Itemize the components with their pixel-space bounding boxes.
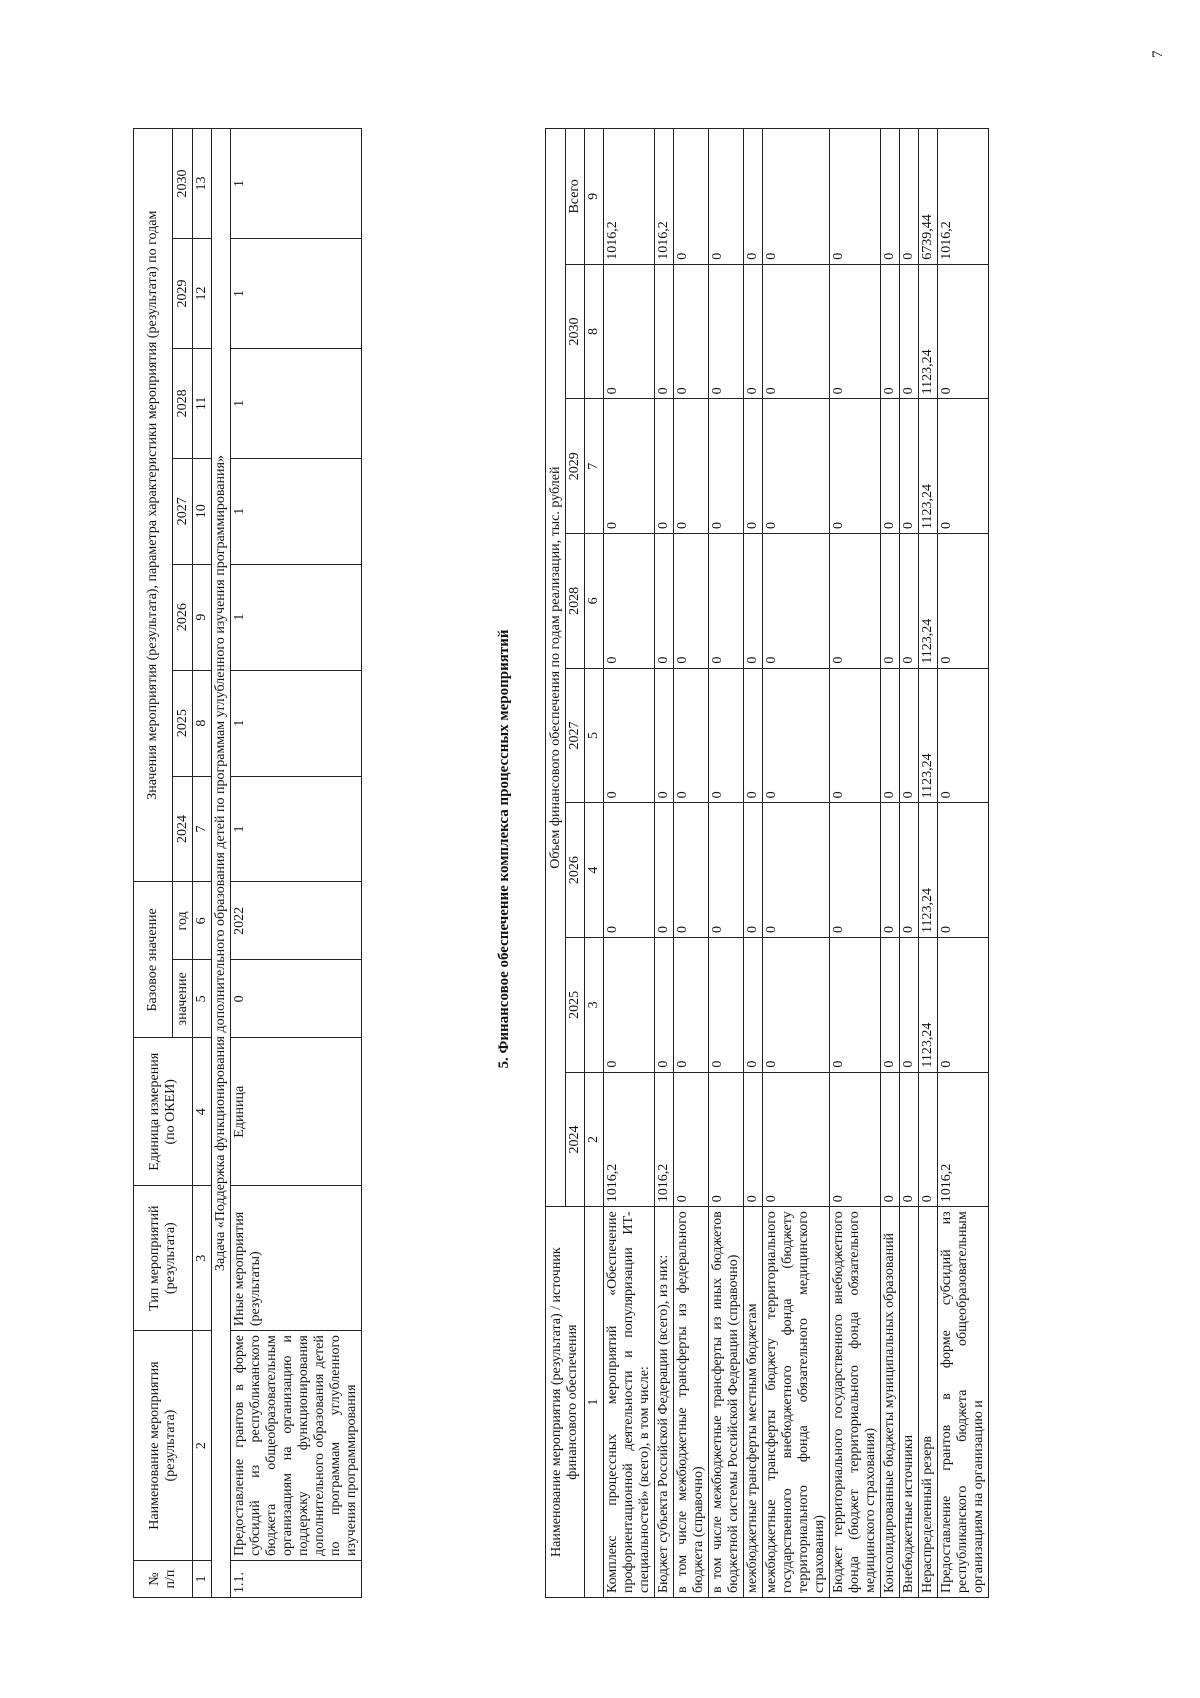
col-number: 7 [193, 776, 212, 882]
year-value-cell: 0 [604, 803, 655, 938]
year-value-cell: 0 [881, 937, 900, 1072]
year-value-cell: 1123,24 [919, 937, 938, 1072]
col-number: 1 [193, 1561, 212, 1598]
row-type: Иные мероприятия (результаты) [231, 1186, 362, 1331]
year-value-cell: 1123,24 [919, 399, 938, 534]
source-name: Консолидированные бюджеты муниципальных образований [881, 1207, 900, 1598]
year-value-cell: 0 [604, 264, 655, 399]
year-value-cell: 0 [900, 668, 919, 803]
header-year: 2024 [173, 776, 193, 882]
year-value-cell: 0 [900, 399, 919, 534]
source-name: Бюджет субъекта Российской Федерации (всего), из них: [655, 1207, 674, 1598]
year-value-cell: 0 [674, 803, 709, 938]
year-value-cell: 0 [674, 264, 709, 399]
year-value-cell: 0 [830, 534, 881, 669]
year-value-cell: 0 [744, 937, 763, 1072]
year-value-cell: 1016,2 [938, 1072, 989, 1207]
table-row [938, 129, 989, 1598]
table-row [744, 129, 763, 1598]
header-year: 2027 [173, 458, 193, 564]
year-value-cell: 0 [881, 803, 900, 938]
total-cell: 0 [744, 129, 763, 265]
header-unit: Единица измерения (по ОКЕИ) [134, 1038, 193, 1186]
total-cell: 0 [881, 129, 900, 265]
table-row [881, 129, 900, 1598]
year-value-cell: 0 [763, 399, 830, 534]
year-value-cell: 0 [830, 399, 881, 534]
col-number: 1 [585, 1207, 604, 1598]
year-value-cell: 0 [881, 668, 900, 803]
year-value-cell: 0 [709, 399, 744, 534]
year-value-cell: 0 [881, 264, 900, 399]
col-number: 11 [193, 348, 212, 458]
col-number: 8 [585, 264, 604, 399]
table-row [604, 129, 655, 1598]
year-value-cell: 0 [938, 803, 989, 938]
row-value: 1 [231, 564, 362, 670]
total-cell: 0 [830, 129, 881, 265]
col-number: 5 [193, 960, 212, 1038]
column-number-row [193, 129, 212, 1598]
table-row [655, 129, 674, 1598]
total-cell: 1016,2 [655, 129, 674, 265]
year-value-cell: 0 [674, 534, 709, 669]
header-year: 2030 [173, 129, 193, 239]
header-base: Базовое значение [134, 882, 173, 1038]
total-cell: 0 [674, 129, 709, 265]
row-value: 1 [231, 238, 362, 348]
header-year: 2027 [566, 668, 585, 803]
header-year: 2025 [566, 937, 585, 1072]
source-name: межбюджетные трансферты бюджету территориального государственного внебюджетного фонда (бюджету территориального фонда обязательного медицинского страхования) [763, 1207, 830, 1598]
total-cell: 0 [900, 129, 919, 265]
source-name: Бюджет территориального государственного внебюджетного фонда (бюджет территориального фонда обязательного медицинского страхования) [830, 1207, 881, 1598]
results-table [133, 128, 362, 1598]
table-row [709, 129, 744, 1598]
year-value-cell: 0 [830, 264, 881, 399]
row-value: 1 [231, 458, 362, 564]
year-value-cell: 0 [881, 399, 900, 534]
row-value: 1 [231, 348, 362, 458]
year-value-cell: 0 [674, 937, 709, 1072]
year-value-cell: 0 [900, 937, 919, 1072]
col-number: 7 [585, 399, 604, 534]
year-value-cell: 1123,24 [919, 534, 938, 669]
page-number: 7 [1150, 50, 1166, 58]
source-name: Комплекс процессных мероприятий «Обеспечение профориентационной деятельности и популяризации ИТ-специальностей» (всего), в том числе: [604, 1207, 655, 1598]
year-value-cell: 0 [655, 803, 674, 938]
year-value-cell: 0 [919, 1072, 938, 1207]
year-value-cell: 0 [709, 1072, 744, 1207]
year-value-cell: 0 [938, 668, 989, 803]
column-number-row [585, 129, 604, 1598]
year-value-cell: 1016,2 [604, 1072, 655, 1207]
header-year: 2026 [566, 803, 585, 938]
row-num: 1.1. [231, 1561, 362, 1598]
col-number: 13 [193, 129, 212, 239]
header-name: Наименование мероприятия (результата) [134, 1331, 193, 1561]
year-value-cell: 0 [830, 1072, 881, 1207]
col-number: 5 [585, 668, 604, 803]
header-values: Значения мероприятия (результата), параметра характеристики мероприятия (результата) по годам [134, 129, 173, 882]
total-cell: 1016,2 [938, 129, 989, 265]
col-number: 9 [585, 129, 604, 265]
source-name: Внебюджетные источники [900, 1207, 919, 1598]
year-value-cell: 0 [763, 937, 830, 1072]
year-value-cell: 0 [763, 803, 830, 938]
financing-table [545, 128, 989, 1598]
year-value-cell: 0 [744, 534, 763, 669]
source-name: Нераспределенный резерв [919, 1207, 938, 1598]
year-value-cell: 1123,24 [919, 668, 938, 803]
year-value-cell: 0 [938, 264, 989, 399]
col-number: 10 [193, 458, 212, 564]
year-value-cell: 0 [938, 937, 989, 1072]
table-row [674, 129, 709, 1598]
year-value-cell: 1123,24 [919, 264, 938, 399]
year-value-cell: 0 [938, 534, 989, 669]
year-value-cell: 0 [709, 534, 744, 669]
row-value: 1 [231, 670, 362, 776]
year-value-cell: 0 [763, 534, 830, 669]
year-value-cell: 1123,24 [919, 803, 938, 938]
year-value-cell: 0 [709, 668, 744, 803]
col-number: 6 [193, 882, 212, 960]
year-value-cell: 0 [604, 937, 655, 1072]
year-value-cell: 0 [744, 668, 763, 803]
year-value-cell: 0 [655, 534, 674, 669]
year-value-cell: 0 [709, 803, 744, 938]
year-value-cell: 0 [744, 803, 763, 938]
header-year: 2029 [173, 238, 193, 348]
row-value: 1 [231, 129, 362, 239]
year-value-cell: 0 [763, 1072, 830, 1207]
financing-rows [604, 129, 989, 1598]
col-number: 8 [193, 670, 212, 776]
total-cell: 0 [763, 129, 830, 265]
year-value-cell: 0 [744, 1072, 763, 1207]
table-row [763, 129, 830, 1598]
year-value-cell: 0 [604, 534, 655, 669]
col-number: 2 [585, 1072, 604, 1207]
year-value-cell: 0 [830, 937, 881, 1072]
year-value-cell: 0 [744, 264, 763, 399]
year-value-cell: 0 [655, 264, 674, 399]
row-unit: Единица [231, 1038, 362, 1186]
col-number: 12 [193, 238, 212, 348]
header-type: Тип мероприятий (результата) [134, 1186, 193, 1331]
total-cell: 6739,44 [919, 129, 938, 265]
year-value-cell: 0 [655, 937, 674, 1072]
header-total: Всего [566, 129, 585, 265]
col-number: 6 [585, 534, 604, 669]
row-value: 1 [231, 776, 362, 882]
total-cell: 1016,2 [604, 129, 655, 265]
year-value-cell: 0 [674, 399, 709, 534]
col-number: 4 [193, 1038, 212, 1186]
year-value-cell: 0 [938, 399, 989, 534]
year-value-cell: 0 [674, 668, 709, 803]
header-base-year: год [173, 882, 193, 960]
source-name: в том числе межбюджетные трансферты из федерального бюджета (справочно) [674, 1207, 709, 1598]
year-value-cell: 0 [763, 264, 830, 399]
header-year: 2030 [566, 264, 585, 399]
source-name: в том числе межбюджетные трансферты из иных бюджетов бюджетной системы Российской Федерации (справочно) [709, 1207, 744, 1598]
source-name: межбюджетные трансферты местным бюджетам [744, 1207, 763, 1598]
year-value-cell: 0 [900, 803, 919, 938]
year-value-cell: 0 [744, 399, 763, 534]
col-number: 3 [193, 1186, 212, 1331]
header-year: 2028 [173, 348, 193, 458]
year-value-cell: 0 [830, 803, 881, 938]
header-volume: Объем финансового обеспечения по годам реализации, тыс. рублей [546, 129, 566, 1207]
year-value-cell: 0 [881, 534, 900, 669]
year-value-cell: 1016,2 [655, 1072, 674, 1207]
year-value-cell: 0 [900, 534, 919, 669]
row-base-year: 2022 [231, 882, 362, 960]
table-row [231, 129, 362, 1598]
year-value-cell: 0 [709, 264, 744, 399]
header-base-value: значение [173, 960, 193, 1038]
year-value-cell: 0 [881, 1072, 900, 1207]
table-row [830, 129, 881, 1598]
total-cell: 0 [709, 129, 744, 265]
row-base-value: 0 [231, 960, 362, 1038]
header-year: 2025 [173, 670, 193, 776]
col-number: 2 [193, 1331, 212, 1561]
year-value-cell: 0 [763, 668, 830, 803]
task-row: Задача «Поддержка функционирования дополнительного образования детей по программам углубленного изучения программирования» [212, 129, 231, 1598]
year-value-cell: 0 [604, 399, 655, 534]
row-name: Предоставление грантов в форме субсидий из республиканского бюджета общеобразовательным организациям на организацию и поддержку функционирования дополнительного образования детей по программам углубленного изучения программирования [231, 1331, 362, 1561]
year-value-cell: 0 [830, 668, 881, 803]
year-value-cell: 0 [604, 668, 655, 803]
header-num: № п/п [134, 1561, 193, 1598]
header-year: 2026 [173, 564, 193, 670]
year-value-cell: 0 [655, 399, 674, 534]
header-year: 2028 [566, 534, 585, 669]
table-row [919, 129, 938, 1598]
header-year: 2024 [566, 1072, 585, 1207]
year-value-cell: 0 [900, 264, 919, 399]
source-name: Предоставление грантов в форме субсидий из республиканского бюджета общеобразовательным организациям на организацию и [938, 1207, 989, 1598]
table-row [900, 129, 919, 1598]
col-number: 4 [585, 803, 604, 938]
col-number: 3 [585, 937, 604, 1072]
header-name: Наименование мероприятия (результата) / источник финансового обеспечения [546, 1207, 585, 1598]
year-value-cell: 0 [709, 937, 744, 1072]
section-title: 5. Финансовое обеспечение комплекса процессных мероприятий [496, 629, 512, 1069]
col-number: 9 [193, 564, 212, 670]
year-value-cell: 0 [674, 1072, 709, 1207]
year-value-cell: 0 [900, 1072, 919, 1207]
header-year: 2029 [566, 399, 585, 534]
year-value-cell: 0 [655, 668, 674, 803]
